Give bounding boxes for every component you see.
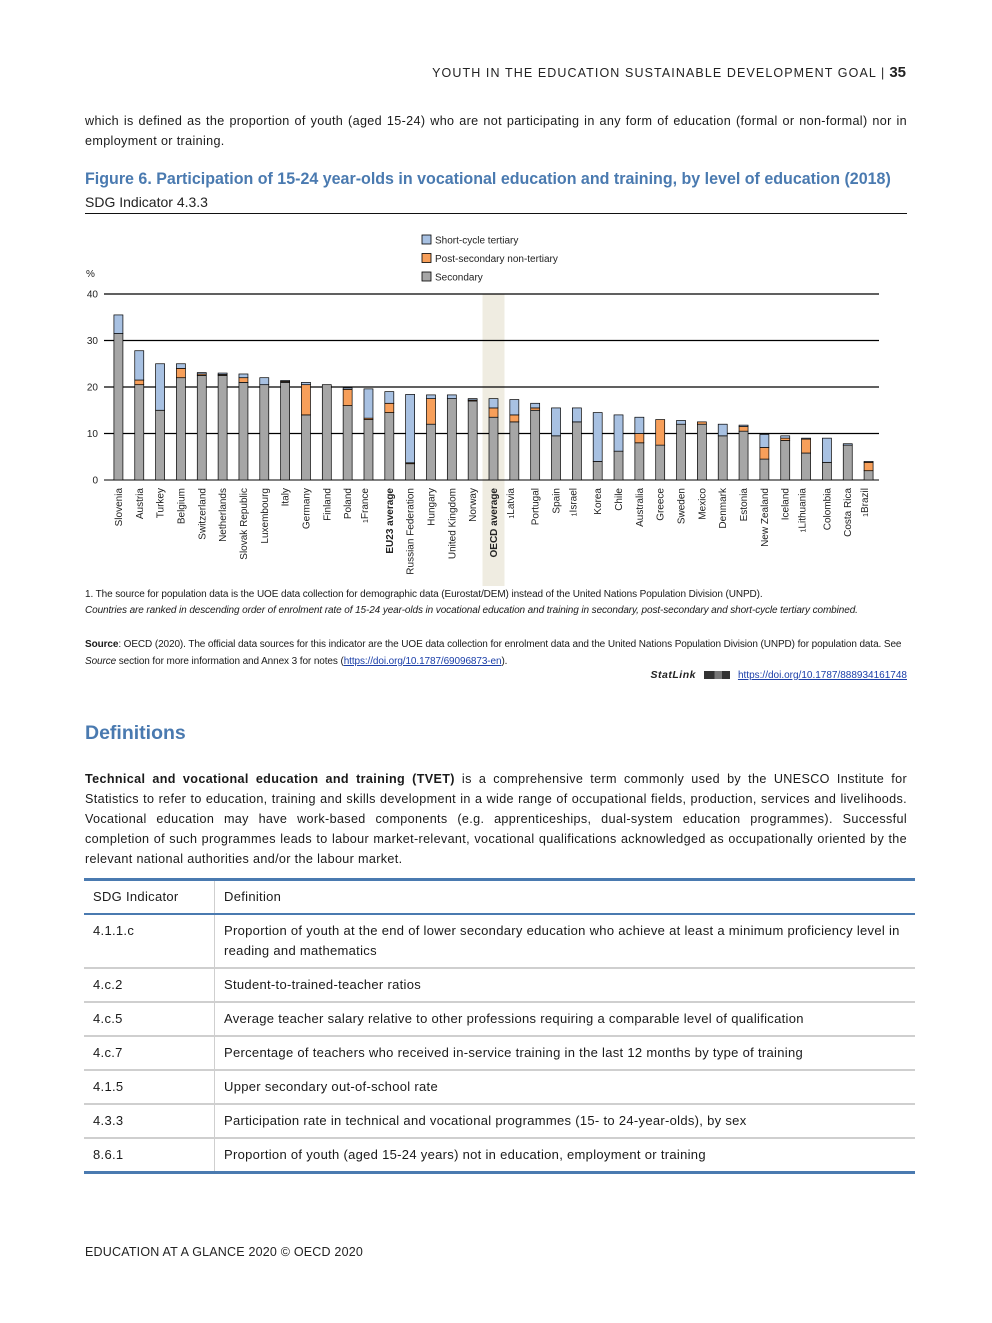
bar-segment [822, 462, 831, 480]
bar-segment [572, 408, 581, 422]
indicator-definition: Percentage of teachers who received in-service training in the last 12 months by type of training [224, 1045, 804, 1060]
bar-segment [697, 422, 706, 424]
x-tick-label: Hungary [426, 488, 438, 526]
running-head [432, 64, 906, 81]
bar-segment [114, 334, 123, 480]
figure-source-note [85, 637, 908, 670]
bar-segment [489, 399, 498, 408]
bar-segment [552, 408, 561, 436]
bar-segment [510, 415, 519, 422]
y-tick-label: 10 [86, 429, 98, 440]
x-tick-label: Costa Rica [843, 488, 855, 537]
indicator-code: 4.1.5 [84, 1070, 215, 1104]
bar-segment [802, 453, 811, 480]
legend-swatch [422, 235, 431, 244]
legend-entry: Secondary [435, 272, 483, 284]
bar-segment [531, 403, 540, 408]
figure-note-2: Countries are ranked in descending order of enrolment rate of 15-24 year-olds in vocational education and training in secondary, post-secondary and short-cycle tertiary combined. [85, 605, 858, 616]
x-tick-label: Estonia [739, 488, 751, 522]
indicator-code: 4.c.5 [84, 1002, 215, 1036]
bar-segment [135, 351, 144, 380]
bar-segment [760, 459, 769, 480]
running-title: YOUTH IN THE EDUCATION SUSTAINABLE DEVELOPMENT GOAL [432, 66, 877, 80]
x-tick-label: Mexico [697, 488, 709, 520]
footnote-mark: 1 [863, 513, 871, 517]
x-tick-label: Colombia [822, 488, 834, 531]
bar-segment [635, 443, 644, 480]
bar-segment [864, 471, 873, 480]
vet-participation-chart [70, 225, 910, 587]
x-tick-label: Turkey [155, 488, 167, 519]
legend-swatch [422, 272, 431, 281]
bar-segment [468, 399, 477, 400]
bar-segment [739, 425, 748, 426]
bar-segment [301, 382, 310, 384]
bar-segment [635, 434, 644, 443]
bar-segment [635, 417, 644, 433]
footnote-mark: 1 [362, 519, 370, 524]
x-tick-label: $^1$France [359, 488, 371, 524]
bar-segment [426, 399, 435, 425]
bar-segment [135, 385, 144, 480]
bar-segment [697, 424, 706, 480]
source-italic: Source [85, 655, 117, 667]
indicator-definition: Proportion of youth at the end of lower secondary education who achieve at least a minimum proficiency level in reading and mathematics [224, 923, 900, 958]
x-tick-label: $^1$Latvia [505, 488, 517, 519]
bar-segment [239, 382, 248, 480]
source-label: Source [85, 639, 119, 650]
x-tick-label: $^1$Lithuania [797, 488, 809, 533]
definitions-heading: Definitions [85, 722, 186, 744]
x-tick-label: Poland [343, 488, 355, 520]
bar-segment [802, 439, 811, 453]
x-tick-label: Australia [634, 488, 646, 527]
table-row [84, 968, 915, 1002]
indicator-code: 4.1.1.c [84, 914, 215, 968]
bar-segment [197, 375, 206, 480]
indicator-code: 4.c.7 [84, 1036, 215, 1070]
x-tick-label: New Zealand [759, 488, 771, 547]
page-number: 35 [889, 64, 906, 81]
bar-segment [343, 406, 352, 480]
legend-swatch [422, 254, 431, 263]
x-tick-label: Slovak Republic [238, 488, 250, 560]
bar-segment [468, 401, 477, 480]
x-tick-label: Norway [468, 488, 480, 522]
bar-segment [176, 364, 185, 369]
table-row [84, 1104, 915, 1138]
x-tick-label: Slovenia [113, 488, 125, 527]
table-header-row [84, 880, 915, 915]
indicator-definition: Proportion of youth (aged 15-24 years) not in education, employment or training [224, 1147, 706, 1162]
bar-segment [385, 403, 394, 412]
x-tick-label: Sweden [676, 488, 688, 525]
figure-subtitle: SDG Indicator 4.3.3 [85, 194, 208, 210]
bar-segment [718, 424, 727, 436]
bar-segment [614, 451, 623, 480]
bar-segment [447, 399, 456, 480]
x-tick-label: $^1$Brazil [860, 488, 872, 517]
bar-segment [593, 413, 602, 462]
bar-segment [864, 462, 873, 470]
bar-segment [406, 464, 415, 480]
x-tick-label: Belgium [176, 488, 188, 525]
bar-segment [677, 424, 686, 480]
bar-segment [301, 385, 310, 415]
bar-segment [385, 413, 394, 480]
footnote-mark: 1 [571, 512, 579, 517]
figure-rule [85, 213, 907, 214]
bar-segment [531, 410, 540, 480]
indicator-code: 4.3.3 [84, 1104, 215, 1138]
bar-segment [864, 461, 873, 462]
table-row [84, 1138, 915, 1173]
bar-segment [739, 431, 748, 480]
x-tick-label: Denmark [718, 488, 730, 529]
bar-segment [822, 438, 831, 462]
bar-segment [301, 415, 310, 480]
bar-segment [510, 422, 519, 480]
bar-segment [656, 445, 665, 480]
header-separator: | [880, 66, 886, 80]
bar-segment [176, 378, 185, 480]
x-tick-label: EU23 average [384, 488, 396, 554]
x-tick-label: Greece [655, 488, 667, 521]
indicator-code: 8.6.1 [84, 1138, 215, 1173]
bar-segment [239, 374, 248, 378]
bar-segment [218, 373, 227, 374]
bar-segment [156, 364, 165, 411]
statlink [651, 669, 907, 681]
bar-segment [385, 392, 394, 404]
x-tick-label: Switzerland [197, 488, 209, 540]
bar-segment [739, 427, 748, 432]
intro-paragraph: which is defined as the proportion of youth (aged 15-24) who are not participating in any form of education (formal or non-formal) nor in employment or training. [85, 114, 907, 148]
statlink-label: StatLink [650, 669, 696, 681]
bar-segment [593, 461, 602, 480]
bar-segment [135, 380, 144, 385]
bar-segment [218, 375, 227, 480]
legend-entry: Short-cycle tertiary [435, 235, 519, 247]
bar-segment [176, 368, 185, 377]
table-row [84, 1070, 915, 1104]
x-tick-label: Germany [301, 488, 313, 530]
bar-segment [843, 444, 852, 445]
source-text-1: : OECD (2020). The official data sources for this indicator are the UOE data collection for enrolment data and the United Nations Population Division (UNPD) for population data. See [118, 639, 902, 650]
sdg-definitions-table [84, 878, 915, 1174]
definitions-paragraph [85, 769, 907, 869]
statlink-url[interactable]: https://doi.org/10.1787/888934161748 [737, 669, 907, 681]
legend-entry: Post-secondary non-tertiary [435, 254, 558, 265]
table-row [84, 1036, 915, 1070]
x-tick-label: Portugal [530, 488, 542, 526]
bar-segment [781, 440, 790, 480]
bar-segment [552, 436, 561, 480]
bar-segment [656, 420, 665, 446]
y-tick-label: 0 [92, 475, 98, 487]
x-tick-label: Chile [614, 488, 626, 511]
bar-segment [260, 385, 269, 480]
y-tick-label: 40 [86, 289, 98, 301]
bar-segment [718, 436, 727, 480]
source-text-2: section for more information and Annex 3 for notes ( [116, 655, 344, 667]
indicator-definition: Average teacher salary relative to other professions requiring a comparable level of qualification [224, 1011, 804, 1026]
bar-segment [426, 395, 435, 399]
statlink-logo-icon [704, 671, 730, 679]
source-text-3: ). [501, 655, 508, 667]
indicator-definition: Student-to-trained-teacher ratios [224, 977, 422, 992]
bar-segment [281, 382, 290, 480]
table-row [84, 914, 915, 968]
indicator-definition: Upper secondary out-of-school rate [224, 1079, 438, 1094]
bar-segment [322, 385, 331, 480]
header-indicator: SDG Indicator [84, 880, 215, 915]
footnote-mark: 1 [800, 528, 808, 533]
bar-segment [406, 394, 415, 462]
tvet-definition: is a comprehensive term commonly used by the UNESCO Institute for Statistics to refer to education, training and skills development in a wide range of occupational fields, production, services and livelihoods. Vocational education may have work-based components (e.g. apprenticeships, dual-system education programmes). Successful completion of such programmes leads to labour market-relevant, vocational qualifications acknowledged as occupationally oriented by the relevant national authorities and/or the labour market. [85, 772, 907, 866]
header-definition: Definition [224, 889, 282, 904]
x-tick-label: Spain [551, 488, 563, 514]
bar-segment [760, 434, 769, 447]
bar-segment [156, 410, 165, 480]
bar-segment [260, 378, 269, 385]
x-tick-label: Russian Federation [405, 488, 417, 575]
indicator-definition: Participation rate in technical and vocational programmes (15- to 24-year-olds), by sex [224, 1113, 747, 1128]
bar-segment [843, 445, 852, 480]
bar-segment [572, 422, 581, 480]
bar-segment [447, 395, 456, 399]
bar-segment [781, 436, 790, 438]
x-tick-label: Italy [280, 488, 292, 507]
x-tick-label: Netherlands [218, 488, 230, 542]
bar-segment [364, 389, 373, 418]
table-row [84, 1002, 915, 1036]
bar-segment [114, 315, 123, 334]
bar-segment [760, 447, 769, 459]
x-tick-label: Finland [322, 488, 334, 521]
x-tick-label: Luxembourg [259, 488, 271, 544]
indicator-code: 4.c.2 [84, 968, 215, 1002]
footnote-mark: 1 [508, 514, 516, 519]
bar-segment [239, 378, 248, 383]
y-tick-label: 30 [86, 336, 98, 347]
bar-segment [802, 438, 811, 439]
page-footer: EDUCATION AT A GLANCE 2020 © OECD 2020 [85, 1245, 364, 1259]
bar-segment [426, 424, 435, 480]
bar-segment [677, 420, 686, 424]
bar-segment [364, 420, 373, 480]
bar-segment [489, 417, 498, 480]
bar-segment [281, 380, 290, 381]
x-tick-label: $^1$Israel [568, 488, 580, 517]
x-tick-label: Korea [593, 488, 605, 515]
figure-note-1: 1. The source for population data is the UOE data collection for demographic data (Eurostat/DEM) instead of the United Nations Population Division (UNPD). [85, 589, 763, 600]
bar-segment [510, 400, 519, 415]
figure-title: Figure 6. Participation of 15-24 year-olds in vocational education and training, by level of education (2018) [85, 170, 891, 188]
bar-segment [197, 373, 206, 374]
x-tick-label: Austria [134, 488, 146, 520]
y-axis-label: % [86, 269, 95, 280]
y-tick-label: 20 [86, 382, 98, 394]
bar-segment [489, 408, 498, 417]
bar-segment [614, 415, 623, 451]
bar-segment [343, 389, 352, 405]
x-tick-label: United Kingdom [447, 488, 459, 560]
x-tick-label: OECD average [489, 488, 500, 558]
x-tick-label: Iceland [780, 488, 792, 521]
source-link[interactable]: https://doi.org/10.1787/69096873-en [343, 655, 502, 667]
bar-segment [343, 388, 352, 389]
tvet-term: Technical and vocational education and training (TVET) [85, 772, 455, 786]
